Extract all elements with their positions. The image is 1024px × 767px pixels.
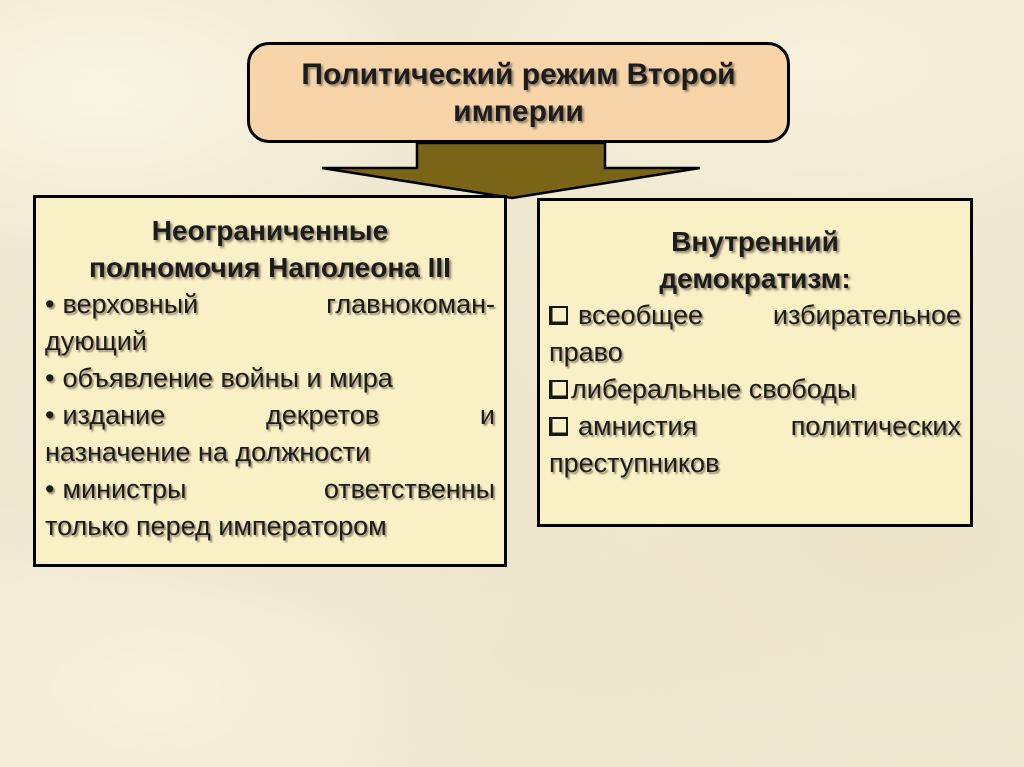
right-panel-heading-line-2: демократизм:: [659, 263, 851, 294]
bullet-line: [45, 471, 495, 508]
bullet-line-text: министры ответственны: [62, 474, 495, 504]
left-panel-heading-line-2: полномочия Наполеона III: [89, 252, 451, 283]
right-panel-heading-line-1: Внутренний: [671, 226, 839, 257]
bullet-line-text: объявление войны и мира: [62, 363, 393, 393]
bullet-line: [45, 397, 495, 434]
bullet-line-text: дующий: [45, 326, 147, 356]
bullet-line-continuation: [45, 508, 495, 545]
checkbox-line-text: амнистия политических: [578, 411, 961, 441]
checkbox-icon: [549, 417, 568, 436]
checkbox-line-text: преступников: [549, 448, 720, 478]
checkbox-line: [549, 371, 961, 408]
checkbox-line-text: всеобщее избирательное: [578, 300, 961, 330]
bullet-line: [45, 360, 495, 397]
left-panel-heading-line-1: Неограниченные: [151, 215, 389, 246]
bullet-line-continuation: [45, 323, 495, 360]
title-box: [247, 42, 790, 143]
slide-title-line-1: Политический режим Второй: [301, 57, 736, 91]
right-panel: [537, 198, 973, 527]
bullet-dot-icon: •: [45, 400, 55, 430]
down-arrow-icon: [315, 140, 710, 202]
bullet-dot-icon: •: [45, 474, 55, 504]
bullet-dot-icon: •: [45, 363, 55, 393]
bullet-line-text: верховный главнокоман-: [62, 289, 495, 319]
checkbox-icon: [549, 306, 568, 325]
checkbox-line-continuation: [549, 334, 961, 371]
slide-title-line-2: империи: [453, 94, 584, 128]
bullet-line-text: издание декретов и: [62, 400, 495, 430]
checkbox-line-continuation: [549, 445, 961, 482]
bullet-dot-icon: •: [45, 289, 55, 319]
checkbox-line-text: право: [549, 337, 623, 367]
checkbox-line: [549, 297, 961, 334]
bullet-line-text: только перед императором: [45, 511, 387, 541]
bullet-line-text: назначение на должности: [45, 437, 371, 467]
checkbox-icon: [549, 380, 568, 399]
left-panel: [33, 195, 507, 567]
checkbox-line-text: либеральные свободы: [571, 374, 857, 404]
checkbox-line: [549, 408, 961, 445]
bullet-line-continuation: [45, 434, 495, 471]
bullet-line: [45, 286, 495, 323]
